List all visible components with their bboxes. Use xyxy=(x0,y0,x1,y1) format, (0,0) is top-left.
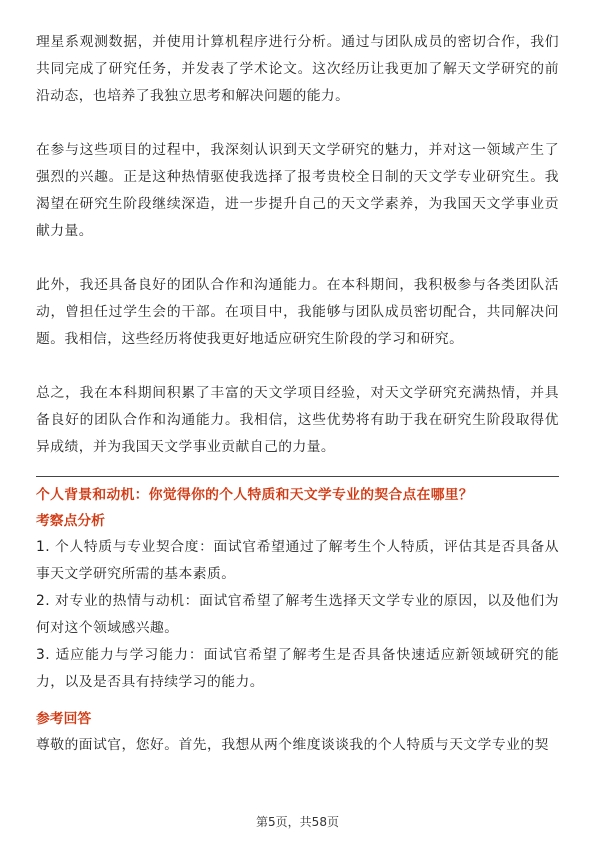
analysis-item-3: 3. 适应能力与学习能力：面试官希望了解考生是否具备快速适应新领域研究的能力，以及是否具有持续学习的能力。 xyxy=(36,647,559,690)
section-divider xyxy=(36,476,559,477)
analysis-item-1: 1. 个人特质与专业契合度：面试官希望通过了解考生个人特质，评估其是否具备从事天文学研究所需的基本素质。 xyxy=(36,539,559,582)
answer-text: 尊敬的面试官，您好。首先，我想从两个维度谈谈我的个人特质与天文学专业的契 xyxy=(36,737,549,753)
question-heading: 个人背景和动机：你觉得你的个人特质和天文学专业的契合点在哪里？ xyxy=(36,487,474,503)
answer-title: 参考回答 xyxy=(36,711,92,727)
paragraph-1: 理星系观测数据，并使用计算机程序进行分析。通过与团队成员的密切合作，我们共同完成了研究任务，并发表了学术论文。这次经历让我更加了解天文学研究的前沿动态，也培养了我独立思考和解决问题的能力。 xyxy=(36,34,559,104)
analysis-title: 考察点分析 xyxy=(36,513,105,529)
paragraph-2: 在参与这些项目的过程中，我深刻认识到天文学研究的魅力，并对这一领域产生了强烈的兴趣。正是这种热情驱使我选择了报考贵校全日制的天文学专业研究生。我渴望在研究生阶段继续深造，进一步提升自己的天文学素养，为我国天文学事业贡献力量。 xyxy=(36,142,559,239)
analysis-item-2: 2. 对专业的热情与动机：面试官希望了解考生选择天文学专业的原因，以及他们为何对这个领域感兴趣。 xyxy=(36,593,559,636)
paragraph-3: 此外，我还具备良好的团队合作和沟通能力。在本科期间，我积极参与各类团队活动，曾担任过学生会的干部。在项目中，我能够与团队成员密切配合，共同解决问题。我相信，这些经历将使我更好地适应研究生阶段的学习和研究。 xyxy=(36,277,559,347)
page-content xyxy=(36,29,559,759)
page-number-footer: 第5页，共58页 xyxy=(256,815,339,829)
paragraph-4: 总之，我在本科期间积累了丰富的天文学项目经验，对天文学研究充满热情，并具备良好的团队合作和沟通能力。我相信，这些优势将有助于我在研究生阶段取得优异成绩，并为我国天文学事业贡献自己的力量。 xyxy=(36,385,559,455)
